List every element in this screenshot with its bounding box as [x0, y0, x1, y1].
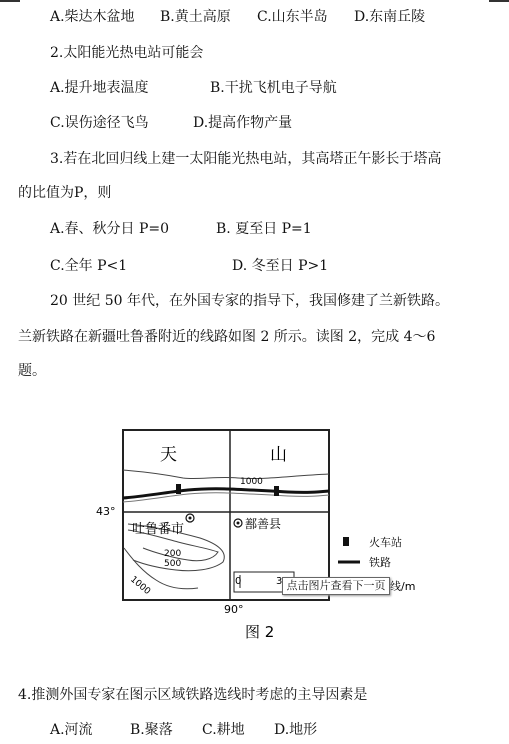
q4-option-b: B.聚落	[130, 722, 173, 738]
q1-option-d: D.东南丘陵	[354, 9, 426, 25]
legend-railway-label: 铁路	[369, 556, 391, 569]
q4-stem: 4.推测外国专家在图示区域铁路选线时考虑的主导因素是	[18, 687, 368, 703]
legend-station-label: 火车站	[369, 536, 402, 549]
q4-option-d: D.地形	[274, 722, 318, 738]
label-c1000-south: 1000	[128, 574, 153, 598]
label-c200: 200	[164, 549, 182, 559]
scale-partial: 3	[276, 576, 283, 587]
contour-1000-north	[123, 470, 329, 479]
q1-option-c: C.山东半岛	[257, 9, 328, 25]
figure-caption: 图 2	[245, 623, 275, 641]
q2-option-b: B.干扰飞机电子导航	[210, 80, 337, 96]
top-rule-right	[489, 0, 509, 2]
q3-stem-line2: 的比值为P，则	[18, 185, 112, 201]
q2-option-c: C.误伤途径飞鸟	[50, 115, 149, 131]
label-lat-43: 43°	[96, 505, 116, 518]
label-c500: 500	[164, 559, 182, 569]
map-frame	[123, 430, 329, 600]
q4-option-c: C.耕地	[202, 722, 245, 738]
q4-option-a: A.河流	[50, 722, 93, 738]
q3-stem-line1: 3.若在北回归线上建一太阳能光热电站，其高塔正午影长于塔高	[50, 151, 442, 167]
top-rule-left	[0, 0, 20, 2]
label-shan: 山	[270, 445, 287, 465]
q2-stem: 2.太阳能光热电站可能会	[50, 45, 204, 61]
scale-unit: 线/m	[390, 580, 416, 593]
railway-station-2	[274, 486, 279, 496]
intro-line3: 题。	[18, 363, 46, 379]
label-shanshan: 鄯善县	[245, 517, 282, 531]
q3-option-b: B. 夏至日 P=1	[216, 221, 312, 237]
label-c1000-north: 1000	[240, 477, 263, 487]
q2-option-a: A.提升地表温度	[50, 80, 149, 96]
legend-station-icon	[343, 537, 349, 546]
q1-option-b: B.黄土高原	[160, 9, 231, 25]
q3-option-c: C.全年 P<1	[50, 258, 128, 274]
q1-option-a: A.柴达木盆地	[50, 9, 135, 25]
q3-option-d: D. 冬至日 P>1	[232, 258, 329, 274]
label-lon-90: 90°	[224, 603, 244, 616]
next-page-tooltip-button[interactable]: 点击图片查看下一页	[282, 577, 390, 595]
scale-zero: 0	[235, 576, 242, 587]
label-tian: 天	[160, 445, 177, 465]
q3-option-a: A.春、秋分日 P=0	[50, 221, 170, 237]
intro-line2: 兰新铁路在新疆吐鲁番附近的线路如图 2 所示。读图 2，完成 4～6	[18, 329, 436, 345]
q2-option-d: D.提高作物产量	[193, 115, 293, 131]
label-turpan: 吐鲁番市	[132, 522, 185, 537]
figure-2-map[interactable]	[88, 420, 428, 650]
railway-station-1	[176, 484, 181, 494]
intro-line1: 20 世纪 50 年代，在外国专家的指导下，我国修建了兰新铁路。	[50, 293, 449, 309]
